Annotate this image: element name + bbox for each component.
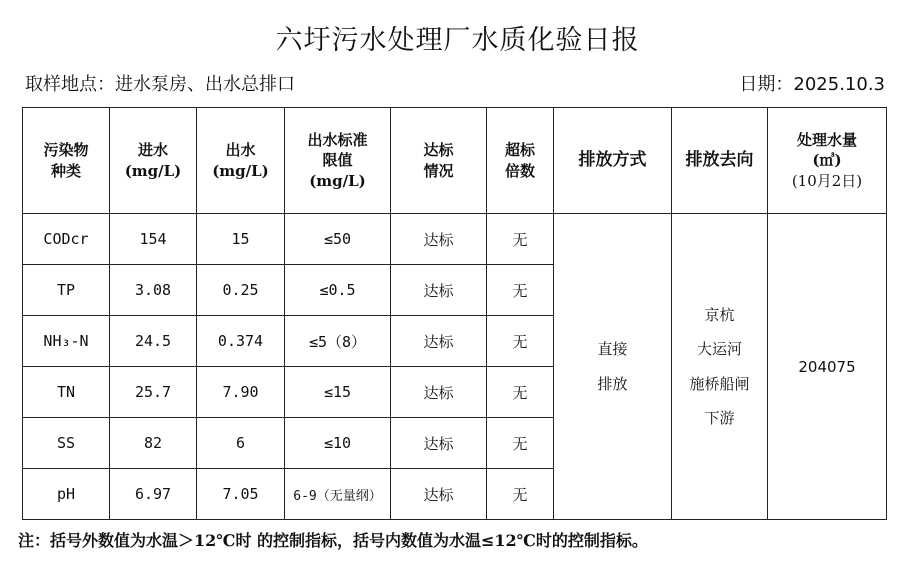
pollutant-name: TP — [23, 265, 110, 316]
status-value: 达标 — [391, 316, 487, 367]
header-row — [23, 108, 887, 214]
status-value: 达标 — [391, 265, 487, 316]
pollutant-name: pH — [23, 469, 110, 520]
limit-value: ≤15 — [285, 367, 391, 418]
report-title: 六圩污水处理厂水质化验日报 — [275, 25, 640, 56]
discharge-method: 直接 排放 — [554, 214, 672, 520]
header-status: 达标 情况 — [391, 108, 487, 214]
header-volume: 处理水量 (㎥) (10月2日) — [768, 108, 887, 214]
header-outflow: 出水 (mg/L) — [197, 108, 285, 214]
exceed-value: 无 — [487, 418, 554, 469]
status-value: 达标 — [391, 367, 487, 418]
outflow-value: 7.90 — [197, 367, 285, 418]
outflow-value: 6 — [197, 418, 285, 469]
header-limit: 出水标准 限值 (mg/L) — [285, 108, 391, 214]
pollutant-name: CODcr — [23, 214, 110, 265]
outflow-value: 0.25 — [197, 265, 285, 316]
limit-value: ≤50 — [285, 214, 391, 265]
header-method: 排放方式 — [554, 108, 672, 214]
header-pollutant: 污染物 种类 — [23, 108, 110, 214]
footnote: 注：括号外数值为水温＞12℃时 的控制指标，括号内数值为水温≤12℃时的控制指标。 — [18, 531, 648, 550]
discharge-destination: 京杭 大运河 施桥船闸 下游 — [672, 214, 768, 520]
limit-value: ≤10 — [285, 418, 391, 469]
outflow-value: 7.05 — [197, 469, 285, 520]
pollutant-name: TN — [23, 367, 110, 418]
exceed-value: 无 — [487, 469, 554, 520]
exceed-value: 无 — [487, 316, 554, 367]
limit-value: 6-9（无量纲） — [285, 469, 391, 520]
status-value: 达标 — [391, 469, 487, 520]
pollutant-name: NH₃-N — [23, 316, 110, 367]
exceed-value: 无 — [487, 265, 554, 316]
header-exceed: 超标 倍数 — [487, 108, 554, 214]
inflow-value: 24.5 — [110, 316, 197, 367]
water-quality-table — [22, 107, 887, 520]
inflow-value: 3.08 — [110, 265, 197, 316]
pollutant-name: SS — [23, 418, 110, 469]
status-value: 达标 — [391, 418, 487, 469]
limit-value: ≤0.5 — [285, 265, 391, 316]
status-value: 达标 — [391, 214, 487, 265]
outflow-value: 0.374 — [197, 316, 285, 367]
inflow-value: 25.7 — [110, 367, 197, 418]
treated-volume: 204075 — [768, 214, 887, 520]
report-date: 日期：2025.10.3 — [739, 74, 885, 95]
inflow-value: 6.97 — [110, 469, 197, 520]
inflow-value: 154 — [110, 214, 197, 265]
table-row — [23, 214, 887, 265]
header-destination: 排放去向 — [672, 108, 768, 214]
limit-value: ≤5（8） — [285, 316, 391, 367]
outflow-value: 15 — [197, 214, 285, 265]
sampling-location: 取样地点：进水泵房、出水总排口 — [25, 74, 295, 95]
inflow-value: 82 — [110, 418, 197, 469]
header-inflow: 进水 (mg/L) — [110, 108, 197, 214]
exceed-value: 无 — [487, 214, 554, 265]
exceed-value: 无 — [487, 367, 554, 418]
